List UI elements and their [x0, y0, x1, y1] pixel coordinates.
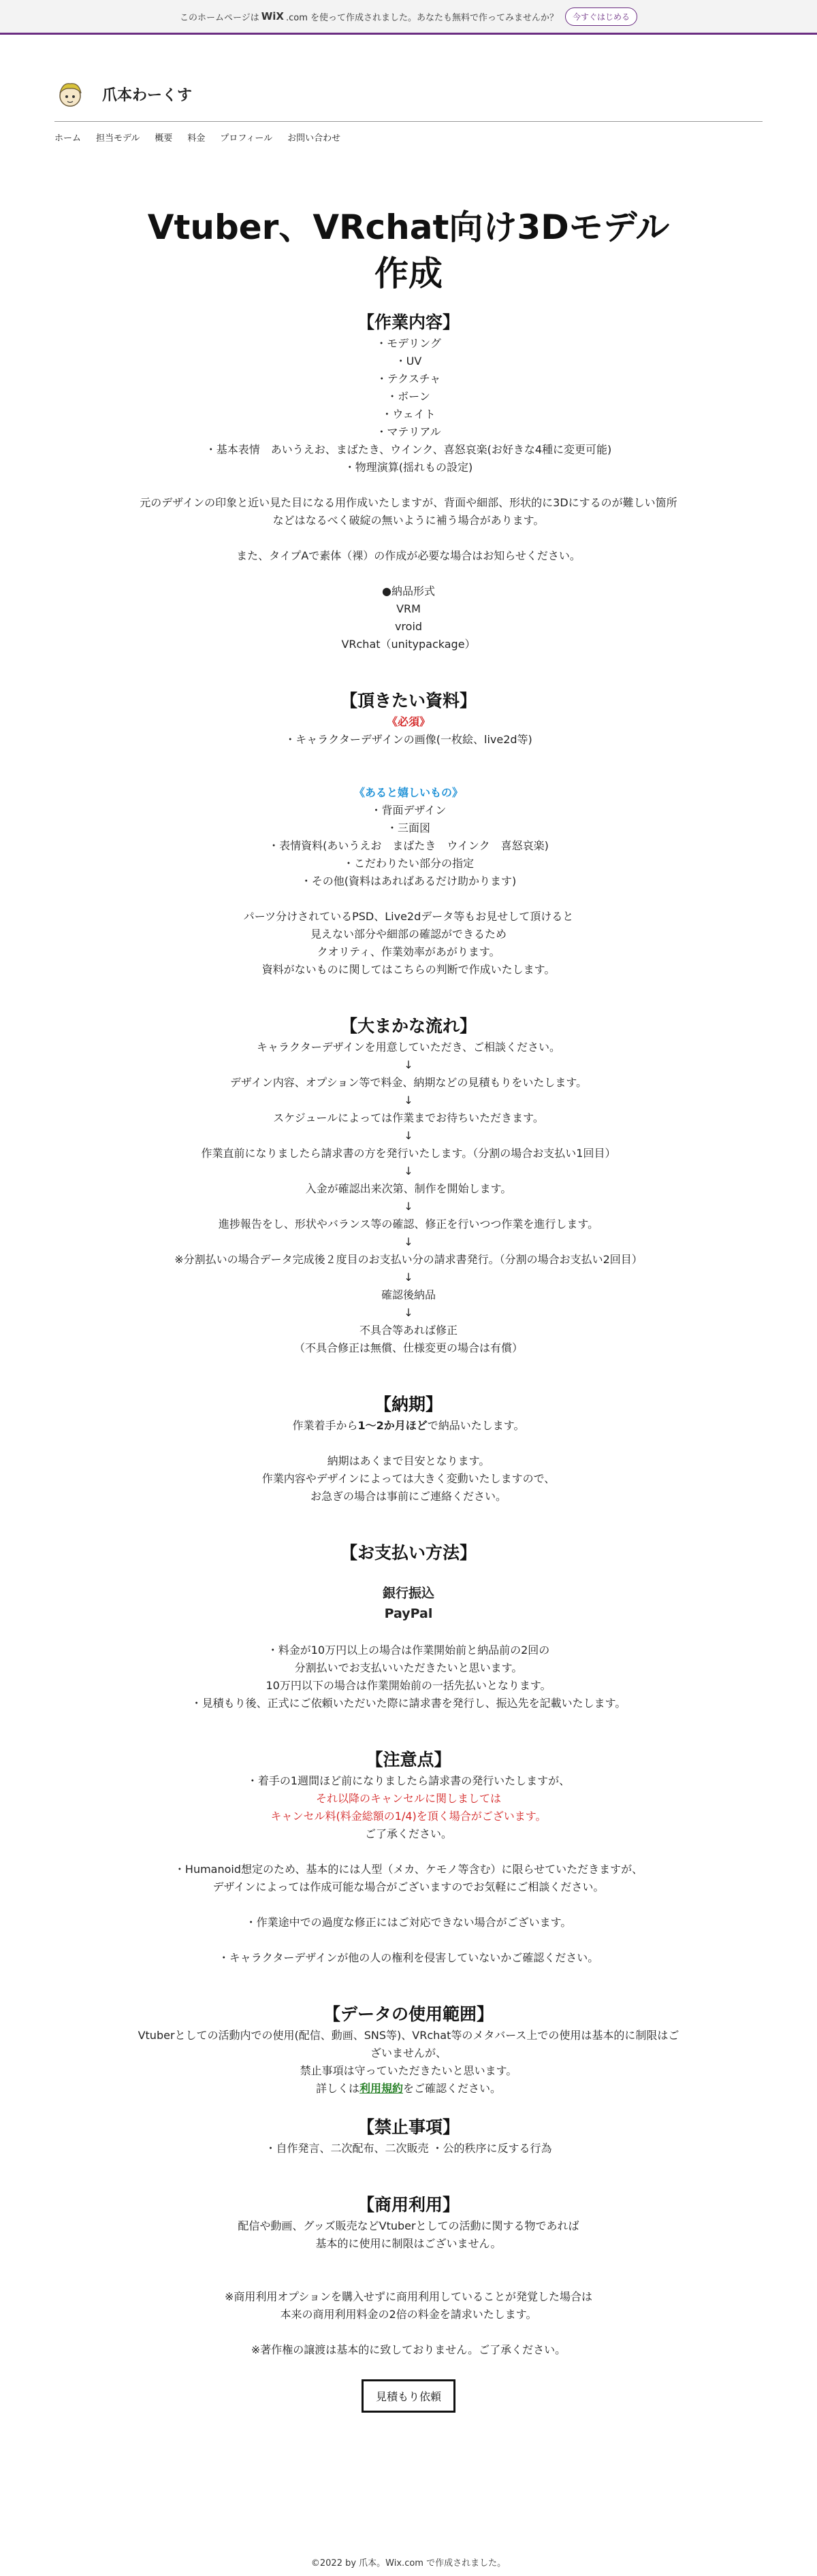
nav-item-home[interactable]: ホーム — [54, 133, 82, 144]
site-title[interactable]: 爪本わーくす — [102, 86, 193, 104]
work-item: ・ボーン — [387, 390, 430, 403]
caution-invoice: ・着手の1週間ほど前になりましたら請求書の発行いたしますが、 — [246, 1774, 571, 1787]
terms-link[interactable]: 利用規約 — [359, 2082, 403, 2095]
caution-heading: 【注意点】 — [366, 1750, 451, 1770]
main-content — [136, 204, 681, 2413]
work-item: ・テクスチャ — [376, 372, 441, 385]
flow-arrow: ↓ — [404, 1306, 413, 1319]
copyright-note: ※著作権の譲渡は基本的に致しておりません。ご了承ください。 — [251, 2343, 566, 2356]
flow-arrow: ↓ — [404, 1164, 413, 1177]
format-item: VRM — [396, 602, 421, 615]
work-item: ・UV — [395, 355, 422, 368]
payment-note: 分割払いでお支払いいただきたいと思います。 — [294, 1661, 523, 1674]
materials-note: 資料がないものに関してはこちらの判断で作成いたします。 — [261, 963, 556, 976]
wix-promo-text-after: .com を使って作成されました。あなたも無料で作ってみませんか？ — [285, 12, 559, 23]
flow-arrow: ↓ — [404, 1235, 413, 1248]
work-item: ・基本表情 あいうえお、まばたき、ウインク、喜怒哀楽(お好きな4種に変更可能) — [205, 443, 612, 456]
flow-heading: 【大まかな流れ】 — [340, 1016, 477, 1036]
nav-item-models[interactable]: 担当モデル — [96, 133, 140, 144]
nav-item-pricing[interactable]: 料金 — [187, 133, 206, 144]
flow-step: 不具合等あれば修正 — [359, 1324, 458, 1337]
format-item: vroid — [394, 620, 423, 633]
flow-arrow: ↓ — [404, 1058, 413, 1071]
commercial-note: ※商用利用オプションを購入せずに商用利用していることが発覚した場合は — [225, 2290, 592, 2303]
delivery-heading: 【納期】 — [374, 1395, 443, 1414]
flow-step: 入金が確認出来次第、制作を開始します。 — [305, 1182, 512, 1195]
required-item: ・キャラクターデザインの画像(一枚絵、live2d等) — [285, 733, 532, 746]
site-header — [54, 75, 763, 122]
data-usage-line: 禁止事項は守っていただきたいと思います。 — [300, 2064, 517, 2077]
caution-cancel-warning: それ以降のキャンセルに関しましては — [315, 1792, 501, 1805]
caution-rights: ・キャラクターデザインが他の人の権利を侵害していないかご確認ください。 — [218, 1951, 599, 1964]
main-nav — [54, 131, 340, 144]
commercial-note: 本来の商用利用料金の2倍の料金を請求いたします。 — [280, 2308, 537, 2321]
delivery-note: 作業内容やデザインによっては大きく変動いたしますので、 — [261, 1472, 556, 1485]
payment-method-paypal: PayPal — [384, 1606, 433, 1621]
materials-heading: 【頂きたい資料】 — [340, 691, 477, 711]
data-usage-heading: 【データの使用範囲】 — [323, 2004, 494, 2024]
work-item: ・モデリング — [376, 337, 441, 350]
payment-note: ・料金が10万円以上の場合は作業開始前と納品前の2回の — [267, 1644, 550, 1657]
caution-cancel-fee: キャンセル料(料金総額の1/4)を頂く場合がございます。 — [270, 1810, 547, 1823]
commercial-line: 配信や動画、グッズ販売などVtuberとしての活動に関する物であれば — [238, 2219, 579, 2232]
nav-item-profile[interactable]: プロフィール — [220, 133, 273, 144]
flow-arrow: ↓ — [404, 1271, 413, 1284]
flow-last-note: （不具合修正は無償、仕様変更の場合は有償） — [293, 1341, 523, 1354]
commercial-heading: 【商用利用】 — [357, 2195, 460, 2215]
materials-note: 見えない部分や細部の確認ができるため — [310, 928, 507, 941]
format-item: VRchat（unitypackage） — [341, 638, 476, 651]
flow-step: キャラクターデザインを用意していただき、ご相談ください。 — [257, 1041, 560, 1054]
data-usage-line: Vtuberとしての活動内での使用(配信、動画、SNS等)、VRchat等のメタバース上での使用は基本的に制限はございませんが、 — [138, 2029, 679, 2059]
data-usage-detail: 詳しくは利用規約をご確認ください。 — [315, 2082, 502, 2095]
materials-note: パーツ分けされているPSD、Live2dデータ等もお見せして頂けると — [243, 910, 574, 923]
format-heading: ●納品形式 — [382, 585, 435, 598]
wix-promo-text-before: このホームページは — [179, 12, 259, 23]
flow-step: スケジュールによっては作業までお待ちいただきます。 — [273, 1111, 544, 1124]
work-note-design: 元のデザインの印象と近い見た目になる用作成いたしますが、背面や細部、形状的に3Dにするのが難しい箇所などはなるべく破綻の無いように補う場合があります。 — [140, 496, 677, 527]
page-title: Vtuber、VRchat向け3Dモデル作成 — [147, 208, 670, 293]
caution-mid-fix: ・作業途中での過度な修正にはご対応できない場合がございます。 — [245, 1916, 572, 1929]
payment-heading: 【お支払い方法】 — [340, 1543, 477, 1563]
delivery-note: 納期はあくまで目安となります。 — [327, 1454, 490, 1467]
work-heading: 【作業内容】 — [357, 312, 460, 332]
work-item: ・物理演算(揺れもの設定) — [344, 461, 473, 474]
optional-item: ・三面図 — [386, 821, 430, 834]
flow-arrow: ↓ — [404, 1200, 413, 1213]
optional-label: 《あると嬉しいもの》 — [353, 786, 463, 799]
caution-humanoid: デザインによっては作成可能な場合がございますのでお気軽にご相談ください。 — [212, 1880, 605, 1893]
payment-note: 10万円以下の場合は作業開始前の一括先払いとなります。 — [266, 1679, 551, 1692]
flow-step: 確認後納品 — [381, 1288, 436, 1301]
work-item: ・マテリアル — [376, 425, 441, 438]
nav-item-contact[interactable]: お問い合わせ — [287, 133, 341, 144]
nav-item-overview[interactable]: 概要 — [155, 133, 173, 144]
optional-item: ・背面デザイン — [370, 804, 447, 817]
flow-step: デザイン内容、オプション等で料金、納期などの見積もりをいたします。 — [229, 1076, 588, 1089]
optional-item: ・その他(資料はあればあるだけ助かります) — [300, 875, 517, 887]
header-divider — [54, 121, 763, 122]
delivery-note: お急ぎの場合は事前にご連絡ください。 — [310, 1490, 507, 1503]
site-logo-avatar-icon[interactable] — [54, 78, 86, 110]
required-label: 《必須》 — [386, 715, 430, 728]
wix-promo-bar — [0, 0, 817, 35]
payment-note: ・見積もり後、正式にご依頼いただいた際に請求書を発行し、振込先を記載いたします。 — [191, 1697, 626, 1710]
estimate-request-button[interactable]: 見積もり依頼 — [362, 2379, 455, 2413]
delivery-period: 作業着手から1〜2か月ほどで納品いたします。 — [292, 1419, 525, 1432]
work-note-body: また、タイプAで素体（裸）の作成が必要な場合はお知らせください。 — [236, 549, 581, 562]
optional-item: ・表情資料(あいうえお まばたき ウインク 喜怒哀楽) — [268, 839, 549, 852]
flow-arrow: ↓ — [404, 1094, 413, 1107]
flow-arrow: ↓ — [404, 1129, 413, 1142]
work-item: ・ウェイト — [381, 408, 436, 421]
flow-step: 進捗報告をし、形状やバランス等の確認、修正を行いつつ作業を進行します。 — [218, 1218, 599, 1230]
payment-method-bank: 銀行振込 — [382, 1586, 434, 1601]
flow-step: 作業直前になりましたら請求書の方を発行いたします。（分割の場合お支払い1回目） — [201, 1147, 616, 1160]
footer-credit: ©2022 by 爪本。Wix.com で作成されました。 — [310, 2558, 507, 2569]
prohibited-heading: 【禁止事項】 — [357, 2117, 460, 2137]
caution-acknowledge: ご了承ください。 — [364, 1827, 452, 1840]
optional-item: ・こだわりたい部分の指定 — [342, 857, 474, 870]
materials-note: クオリティ、作業効率があがります。 — [317, 945, 500, 958]
caution-humanoid: ・Humanoid想定のため、基本的には人型（メカ、ケモノ等含む）に限らせていただきますが、 — [174, 1863, 643, 1876]
commercial-line: 基本的に使用に制限はございません。 — [315, 2237, 502, 2250]
start-now-button[interactable]: 今すぐはじめる — [565, 7, 637, 26]
flow-step: ※分割払いの場合データ完成後２度目のお支払い分の請求書発行。（分割の場合お支払い2回目） — [174, 1253, 643, 1266]
wix-logo[interactable]: WiX — [261, 10, 284, 22]
prohibited-line: ・自作発言、二次配布、二次販売 ・公的秩序に反する行為 — [265, 2142, 552, 2155]
